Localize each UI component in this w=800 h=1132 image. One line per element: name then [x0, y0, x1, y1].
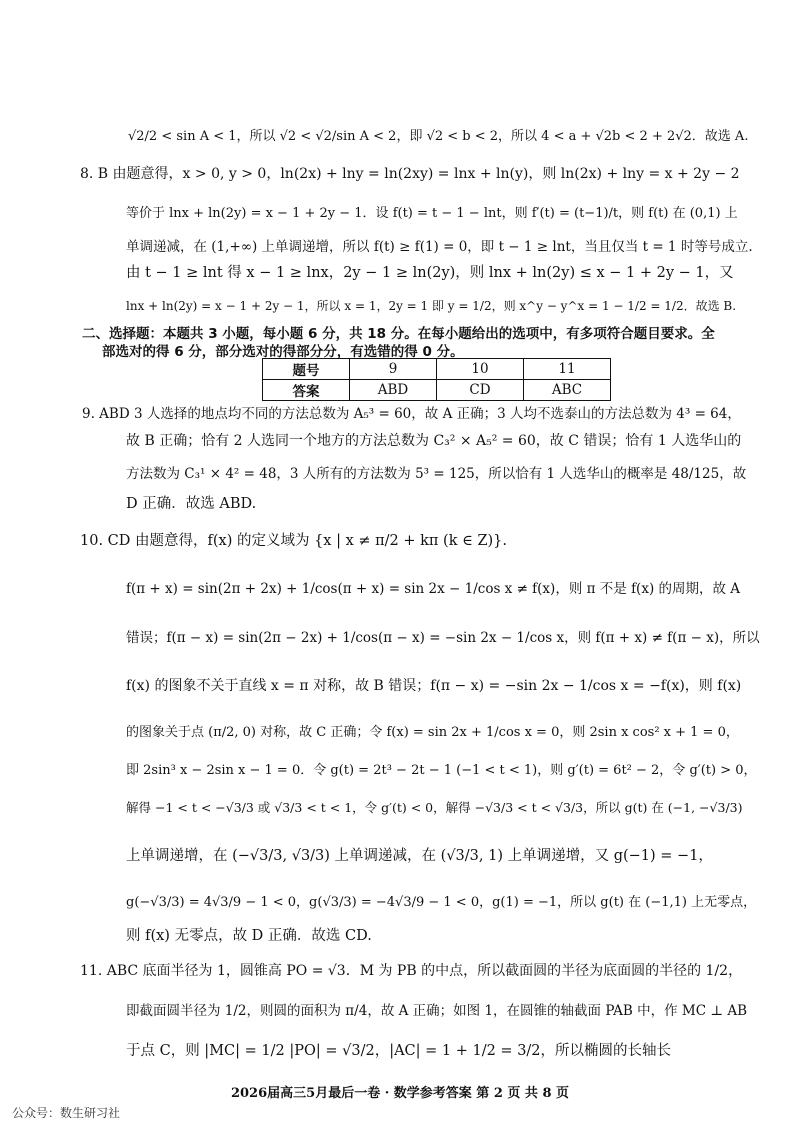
text-line: 解得 −1 < t < −√3/3 或 √3/3 < t < 1，令 g′(t) < 0，解得 −√3/3 < t < √3/3，所以 g(t) 在 (−1, −√3/3)	[126, 800, 743, 815]
text-line: 由 t − 1 ≥ lnt 得 x − 1 ≥ lnx，2y − 1 ≥ ln(2y)，则 lnx + ln(2y) ≤ x − 1 + 2y − 1，又	[126, 265, 734, 281]
text-line: 错误；f(π − x) = sin(2π − 2x) + 1/cos(π − x) = −sin 2x − 1/cos x，则 f(π + x) ≠ f(π − x)，所以	[126, 630, 760, 646]
table-cell: 9	[350, 359, 437, 380]
text-line: f(x) 的图象不关于直线 x = π 对称，故 B 错误；f(π − x) = −sin 2x − 1/cos x = −f(x)，则 f(x)	[126, 678, 742, 694]
table-cell: ABD	[350, 380, 437, 401]
text-line: 即 2sin³ x − 2sin x − 1 = 0．令 g(t) = 2t³ − 2t − 1 (−1 < t < 1)，则 g′(t) = 6t² − 2，令 g′(t) > 0，	[126, 763, 757, 778]
table-row	[263, 380, 611, 401]
text-line: 8. B 由题意得，x > 0, y > 0，ln(2x) + lny = ln(2xy) = lnx + ln(y)，则 ln(2x) + lny = x + 2y − 2	[80, 166, 740, 182]
text-line: 10. CD 由题意得，f(x) 的定义域为 {x | x ≠ π/2 + kπ (k ∈ Z)}.	[80, 533, 508, 549]
text-line: 上单调递增，在 (−√3/3, √3/3) 上单调递减，在 (√3/3, 1) 上单调递增，又 g(−1) = −1，	[126, 848, 713, 864]
table-cell: 题号	[263, 359, 350, 380]
text-line: 等价于 lnx + ln(2y) = x − 1 + 2y − 1．设 f(t) = t − 1 − lnt，则 f′(t) = (t−1)/t，则 f(t) 在 (0,1) 上	[126, 206, 738, 221]
text-line: D 正确．故选 ABD.	[126, 496, 257, 512]
text-line: 11. ABC 底面半径为 1，圆锥高 PO = √3．M 为 PB 的中点，所以截面圆的半径为底面圆的半径的 1/2，	[80, 963, 743, 979]
table-cell: CD	[437, 380, 524, 401]
text-line: lnx + ln(2y) = x − 1 + 2y − 1，所以 x = 1，2y = 1 即 y = 1/2，则 x^y − y^x = 1 − 1/2 = 1/2．故选 B.	[126, 299, 737, 313]
section-heading: 部选对的得 6 分，部分选对的得部分分，有选错的得 0 分。	[102, 344, 464, 360]
text-line: √2/2 < sin A < 1，所以 √2 < √2/sin A < 2，即 √2 < b < 2，所以 4 < a + √2b < 2 + 2√2．故选 A.	[128, 129, 749, 144]
page-footer: 2026届高三5月最后一卷 · 数学参考答案 第 2 页 共 8 页	[230, 1086, 570, 1101]
text-line: 的图象关于点 (π/2, 0) 对称，故 C 正确；令 f(x) = sin 2x + 1/cos x = 0，则 2sin x cos² x + 1 = 0，	[126, 725, 739, 740]
table-cell: ABC	[524, 380, 611, 401]
watermark: 公众号：数生研习社	[12, 1106, 121, 1120]
table-cell: 答案	[263, 380, 350, 401]
table-cell: 10	[437, 359, 524, 380]
text-line: 故 B 正确；恰有 2 人选同一个地方的方法总数为 C₃² × A₅² = 60，故 C 错误；恰有 1 人选华山的	[126, 433, 742, 449]
answer-table	[262, 358, 611, 401]
text-line: 则 f(x) 无零点，故 D 正确．故选 CD.	[126, 928, 372, 944]
text-line: 于点 C，则 |MC| = 1/2 |PO| = √3/2，|AC| = 1 + 1/2 = 3/2，所以椭圆的长轴长	[126, 1043, 672, 1059]
text-line: f(π + x) = sin(2π + 2x) + 1/cos(π + x) = sin 2x − 1/cos x ≠ f(x)，则 π 不是 f(x) 的周期，故 A	[126, 581, 741, 597]
text-line: g(−√3/3) = 4√3/9 − 1 < 0，g(√3/3) = −4√3/9 − 1 < 0，g(1) = −1，所以 g(t) 在 (−1,1) 上无零点，	[126, 895, 757, 910]
text-line: 即截面圆半径为 1/2，则圆的面积为 π/4，故 A 正确；如图 1，在圆锥的轴截面 PAB 中，作 MC ⊥ AB	[126, 1003, 748, 1019]
text-line: 单调递减，在 (1,+∞) 上单调递增，所以 f(t) ≥ f(1) = 0，即 t − 1 ≥ lnt，当且仅当 t = 1 时等号成立.	[126, 239, 753, 255]
text-line: 9. ABD 3 人选择的地点均不同的方法总数为 A₅³ = 60，故 A 正确；3 人均不选泰山的方法总数为 4³ = 64，	[82, 406, 741, 422]
text-line: 方法数为 C₃¹ × 4² = 48，3 人所有的方法数为 5³ = 125，所以恰有 1 人选华山的概率是 48/125，故	[126, 466, 747, 482]
table-row	[263, 359, 611, 380]
table-cell: 11	[524, 359, 611, 380]
section-heading: 二、选择题：本题共 3 小题，每小题 6 分，共 18 分。在每小题给出的选项中，有多项符合题目要求。全	[82, 326, 715, 342]
